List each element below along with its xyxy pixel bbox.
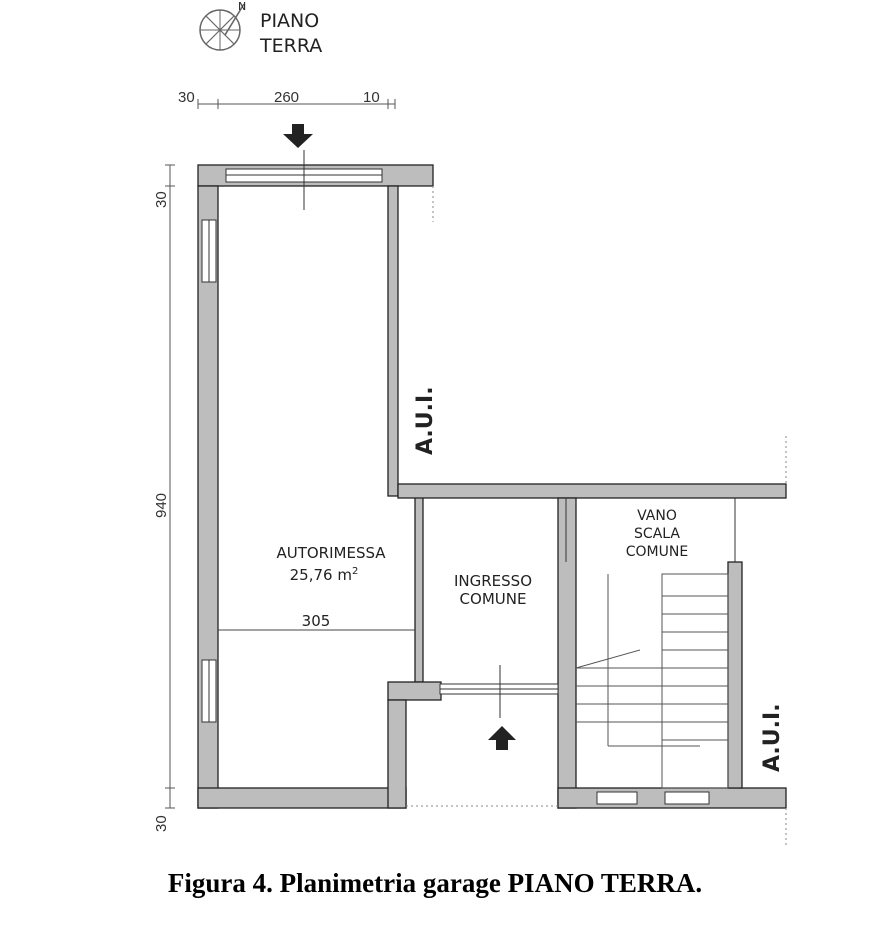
side-dimension-line xyxy=(165,165,175,808)
aui-lower-label: A.U.I. xyxy=(760,703,785,772)
dim-top-mid: 260 xyxy=(274,89,300,106)
entrance-label-line1: INGRESSO xyxy=(453,572,533,590)
dim-top-left: 30 xyxy=(178,89,195,106)
aui-upper-label: A.U.I. xyxy=(413,386,438,455)
dim-side-mid: 940 xyxy=(153,492,170,518)
figure-caption: Figura 4. Planimetria garage PIANO TERRA. xyxy=(167,868,703,898)
walls xyxy=(198,165,786,808)
entrance-label-line2: COMUNE xyxy=(459,590,527,608)
garage-width-label: 305 xyxy=(301,612,331,630)
dim-side-top: 30 xyxy=(153,191,170,208)
stair-label-line2: SCALA xyxy=(634,526,680,542)
floor-label-line2: TERRA xyxy=(260,35,323,57)
staircase xyxy=(576,574,728,788)
stair-label-line1: VANO xyxy=(637,508,677,524)
entry-arrow-bottom-icon xyxy=(488,665,516,750)
floor-label-line1: PIANO xyxy=(260,10,320,32)
garage-area-label: 25,76 $m^2$ xyxy=(289,566,359,584)
dim-side-bottom: 30 xyxy=(153,815,170,832)
stair-label-line3: COMUNE xyxy=(625,544,689,560)
north-label: N xyxy=(238,0,247,13)
garage-name-label: AUTORIMESSA xyxy=(276,544,386,562)
dim-top-right: 10 xyxy=(363,89,380,106)
